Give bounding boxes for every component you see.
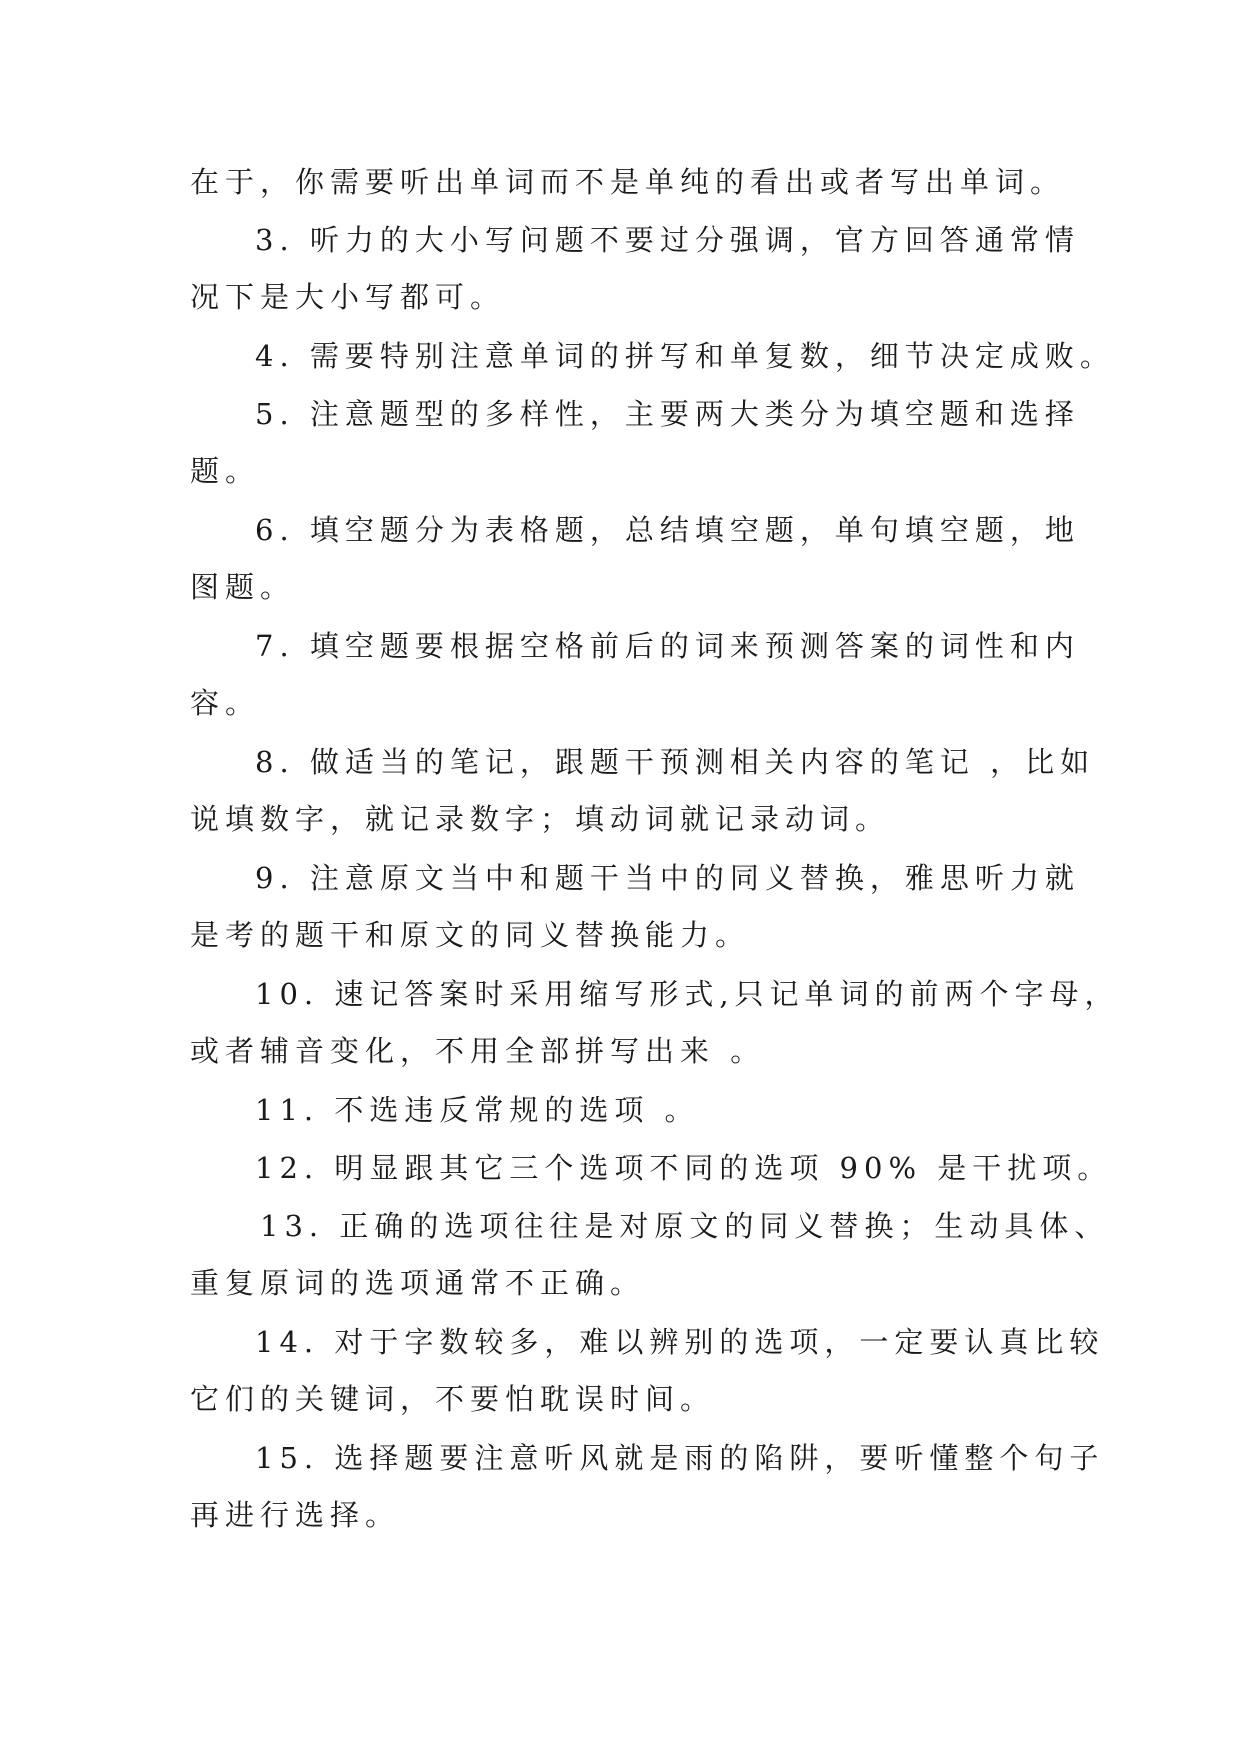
text-line: 是考的题干和原文的同义替换能力。 [190, 918, 751, 952]
text-line: 况下是大小写都可。 [190, 280, 506, 314]
text-line: 在于，你需要听出单词而不是单纯的看出或者写出单词。 [190, 165, 1066, 199]
text-line: 10. 速记答案时采用缩写形式,只记单词的前两个字母， [255, 977, 1120, 1011]
text-line: 6. 填空题分为表格题，总结填空题，单句填空题，地 [255, 513, 1080, 547]
text-line: 3. 听力的大小写问题不要过分强调，官方回答通常情 [255, 223, 1080, 257]
text-line: 它们的关键词，不要怕耽误时间。 [190, 1382, 716, 1416]
text-line: 4. 需要特别注意单词的拼写和单复数，细节决定成败。 [255, 339, 1115, 373]
text-line: 题。 [190, 454, 261, 488]
text-line: 再进行选择。 [190, 1498, 401, 1532]
text-line: 13. 正确的选项往往是对原文的同义替换；生动具体、 [260, 1209, 1110, 1243]
text-line: 9. 注意原文当中和题干当中的同义替换，雅思听力就 [255, 861, 1080, 895]
text-line: 15. 选择题要注意听风就是雨的陷阱，要听懂整个句子 [255, 1441, 1105, 1475]
text-line: 7. 填空题要根据空格前后的词来预测答案的词性和内 [255, 629, 1080, 663]
text-line: 容。 [190, 686, 261, 720]
text-line: 或者辅音变化，不用全部拼写出来 。 [190, 1034, 766, 1068]
text-line: 图题。 [190, 570, 296, 604]
text-line: 8. 做适当的笔记，跟题干预测相关内容的笔记 ，比如 [255, 745, 1096, 779]
text-line: 5. 注意题型的多样性，主要两大类分为填空题和选择 [255, 397, 1080, 431]
text-line: 14. 对于字数较多，难以辨别的选项，一定要认真比较 [255, 1325, 1105, 1359]
text-line: 说填数字，就记录数字；填动词就记录动词。 [190, 802, 891, 836]
text-line: 12. 明显跟其它三个选项不同的选项 90% 是干扰项。 [255, 1151, 1113, 1185]
text-line: 11. 不选违反常规的选项 。 [255, 1093, 700, 1127]
text-line: 重复原词的选项通常不正确。 [190, 1266, 646, 1300]
